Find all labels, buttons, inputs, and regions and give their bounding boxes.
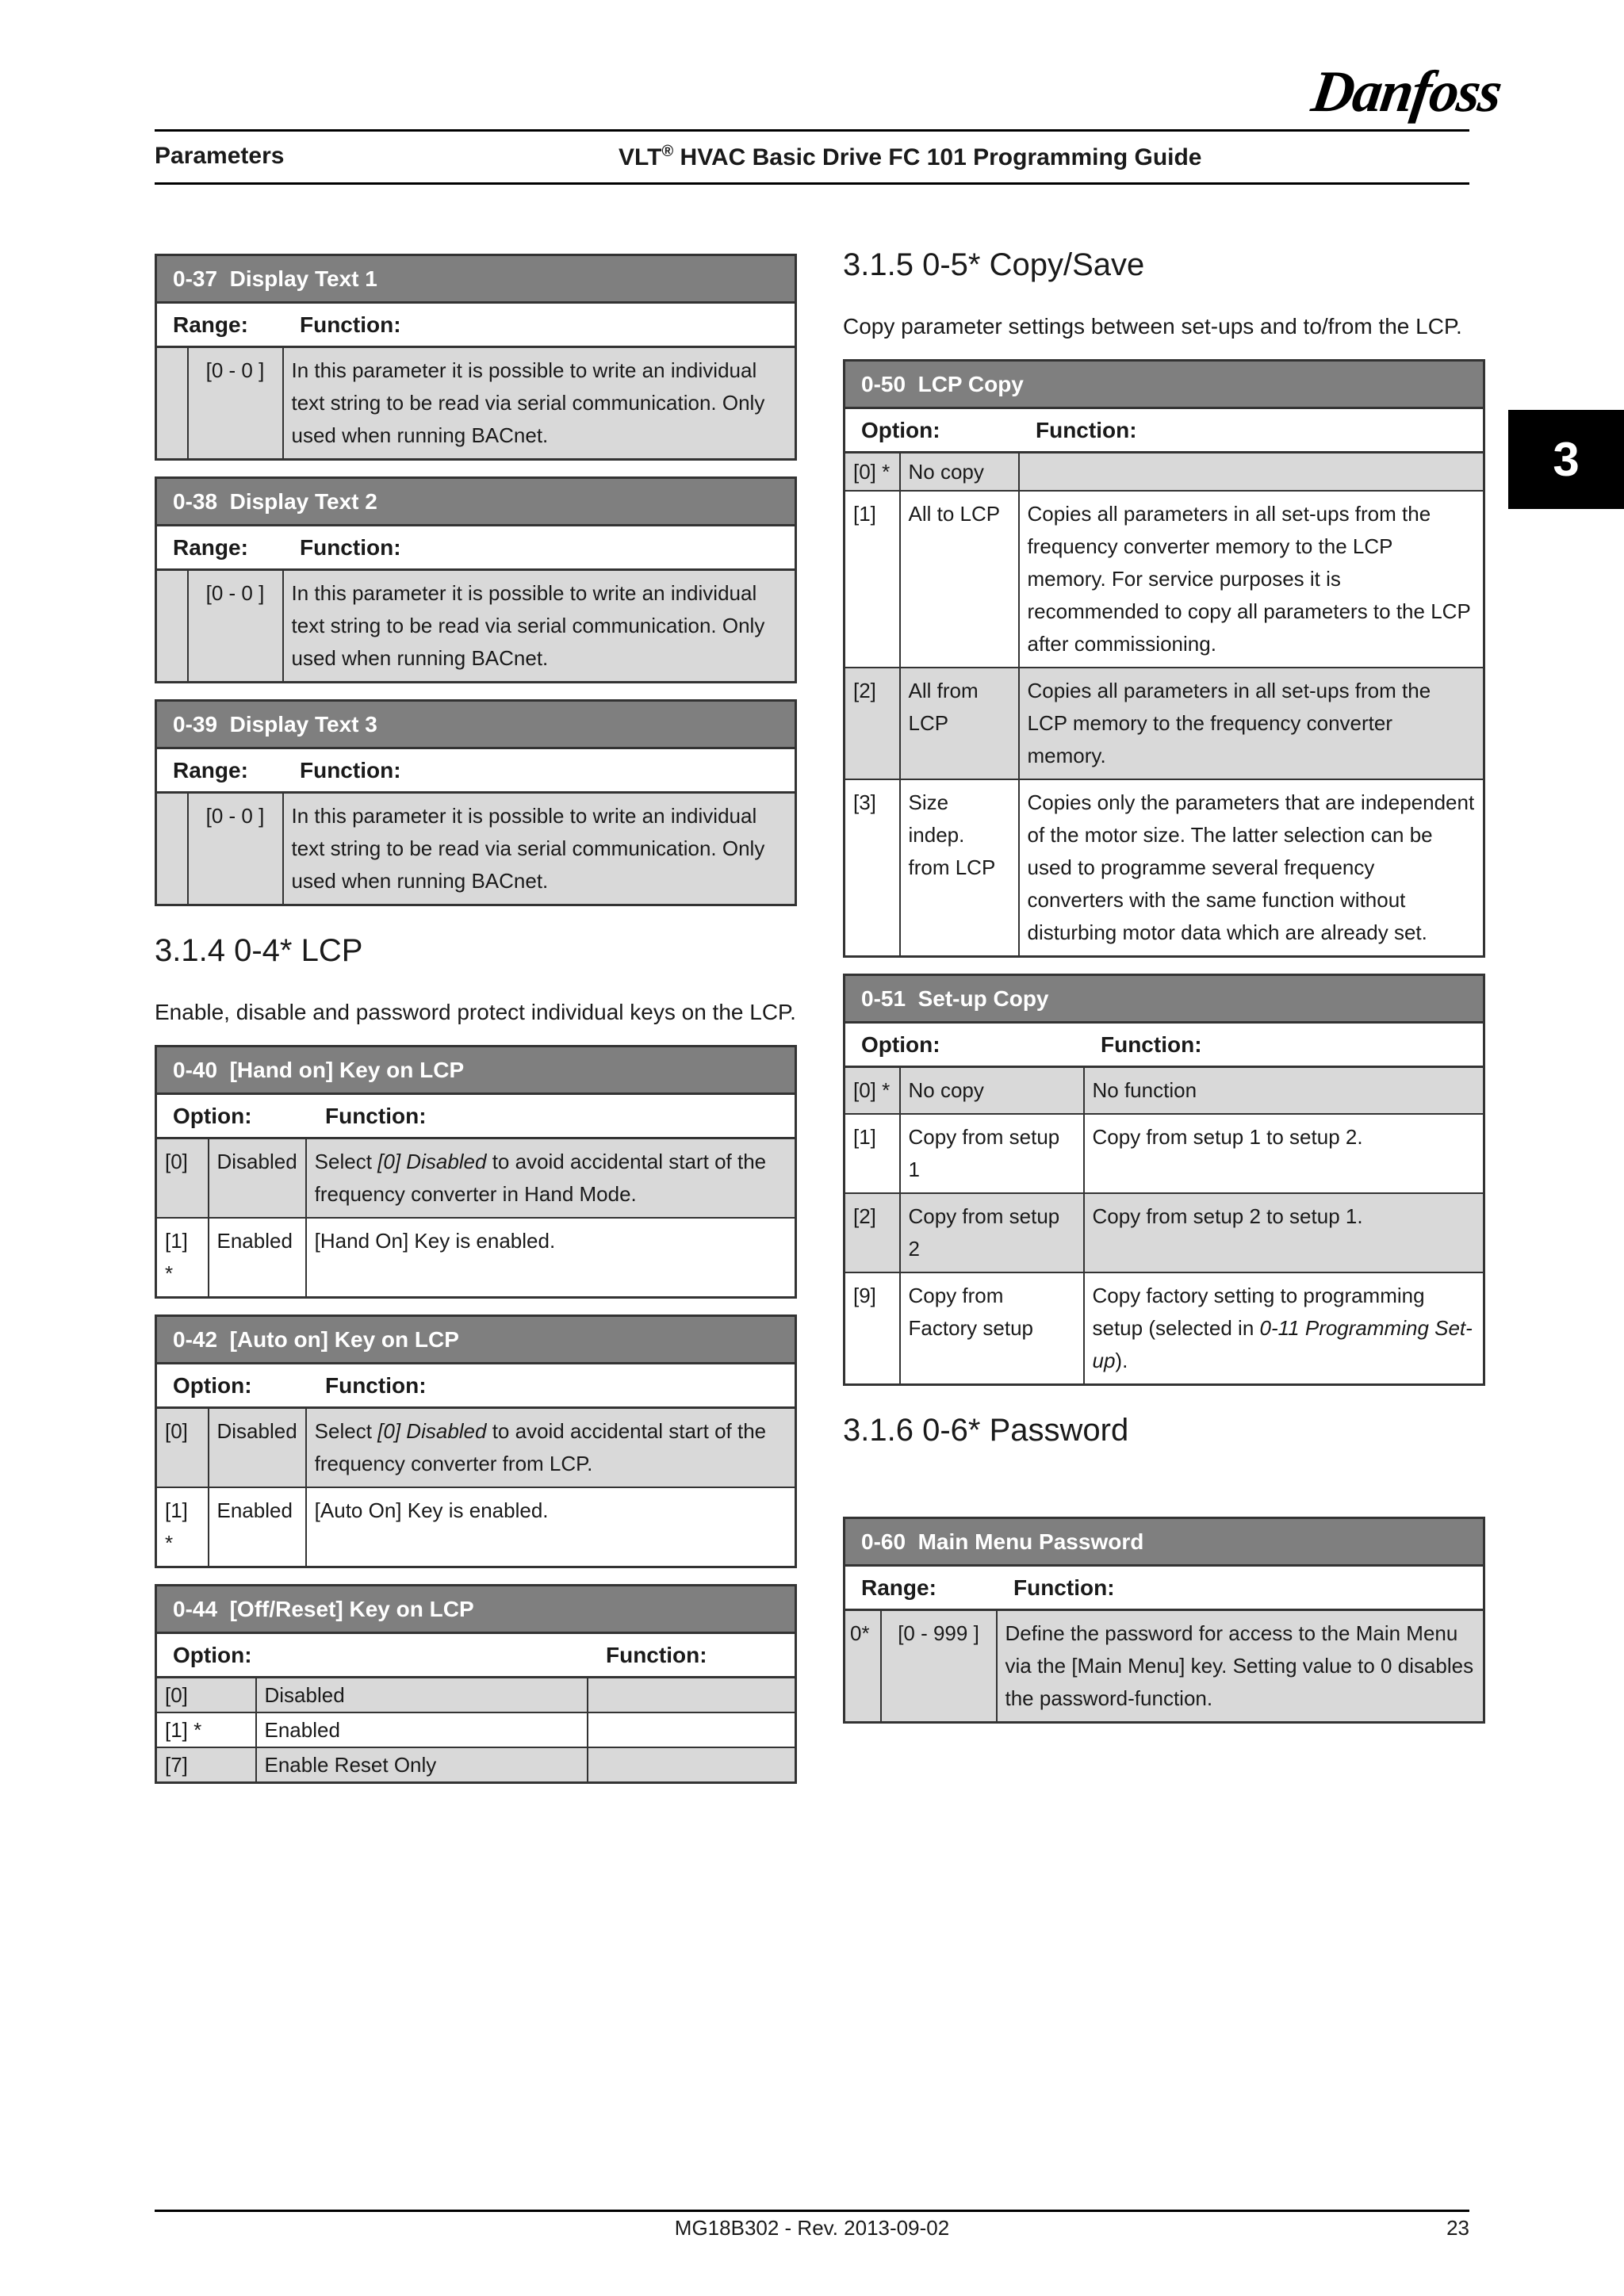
- footer-rule: [155, 2210, 1469, 2212]
- page-number: 23: [1446, 2216, 1469, 2240]
- table-title: 0-42 [Auto on] Key on LCP: [156, 1316, 796, 1364]
- function-cell: Select [0] Disabled to avoid accidental start of the frequency converter from LCP.: [306, 1408, 796, 1488]
- table-row: [0] Disabled Select [0] Disabled to avoid accidental start of the frequency converter in Hand Mode.: [156, 1138, 796, 1219]
- section-heading-3-1-6: 3.1.6 0-6* Password: [843, 1413, 1129, 1448]
- table-row: [1] * Enabled: [156, 1712, 796, 1747]
- table-row: [2] All from LCP Copies all parameters in all set-ups from the LCP memory to the frequency converter memory.: [845, 668, 1484, 779]
- table-header: Option: Function:: [156, 1364, 796, 1408]
- table-header: Option: Function:: [845, 1023, 1484, 1067]
- header-section: Parameters: [155, 143, 285, 169]
- table-row: [7] Enable Reset Only: [156, 1747, 796, 1783]
- function-cell: Define the password for access to the Main Menu via the [Main Menu] key. Setting value to 0 disables the password-function.: [997, 1610, 1484, 1723]
- range-cell: [0 - 0 ]: [188, 347, 283, 460]
- function-cell: In this parameter it is possible to write an individual text string to be read via serial communication. Only used when running BACnet.: [283, 793, 796, 905]
- table-header: Option: Function:: [845, 408, 1484, 453]
- table-row: [0] Disabled: [156, 1678, 796, 1713]
- table-title: 0-40 [Hand on] Key on LCP: [156, 1047, 796, 1094]
- blank-cell: [156, 347, 188, 460]
- section-heading-3-1-4: 3.1.4 0-4* LCP: [155, 933, 363, 968]
- table-row: [0] * No copy: [845, 453, 1484, 492]
- function-cell: In this parameter it is possible to write an individual text string to be read via serial communication. Only used when running BACnet.: [283, 570, 796, 683]
- param-table-0-60: [843, 1517, 1485, 1724]
- table-row: [1] * Enabled [Auto On] Key is enabled.: [156, 1487, 796, 1567]
- table-header: Option: Function:: [156, 1633, 796, 1678]
- param-table-0-44: [155, 1584, 797, 1784]
- chapter-tab: 3: [1508, 410, 1624, 509]
- blank-cell: [156, 570, 188, 683]
- section-heading-3-1-5: 3.1.5 0-5* Copy/Save: [843, 247, 1145, 282]
- range-cell: [0 - 0 ]: [188, 793, 283, 905]
- table-title: 0-39 Display Text 3: [156, 701, 796, 748]
- table-title: 0-44 [Off/Reset] Key on LCP: [156, 1586, 796, 1633]
- table-row: [2] Copy from setup 2 Copy from setup 2 to setup 1.: [845, 1193, 1484, 1272]
- table-title: 0-38 Display Text 2: [156, 478, 796, 526]
- header-title: VLT® HVAC Basic Drive FC 101 Programming Guide: [619, 143, 1202, 170]
- table-header: Option: Function:: [156, 1094, 796, 1138]
- table-row: [1] Copy from setup 1 Copy from setup 1 to setup 2.: [845, 1114, 1484, 1193]
- table-row: [1] * Enabled [Hand On] Key is enabled.: [156, 1218, 796, 1298]
- section-text-3-1-4: Enable, disable and password protect individual keys on the LCP.: [155, 1000, 796, 1024]
- table-header: Range: Function:: [156, 526, 796, 570]
- function-cell: In this parameter it is possible to write an individual text string to be read via serial communication. Only used when running BACnet.: [283, 347, 796, 460]
- param-table-0-40: [155, 1045, 797, 1299]
- range-cell: [0 - 0 ]: [188, 570, 283, 683]
- right-column: [843, 247, 1485, 1724]
- danfoss-logo: Danfoss: [1308, 59, 1505, 124]
- table-row: [1] All to LCP Copies all parameters in all set-ups from the frequency converter memory to the LCP memory. For service purposes it is recommended to copy all parameters to the LCP after commissioning.: [845, 491, 1484, 668]
- table-row: [0] Disabled Select [0] Disabled to avoid accidental start of the frequency converter from LCP.: [156, 1408, 796, 1488]
- table-title: 0-50 LCP Copy: [845, 361, 1484, 408]
- table-title: 0-37 Display Text 1: [156, 255, 796, 303]
- blank-cell: [156, 793, 188, 905]
- param-table-0-51: [843, 974, 1485, 1386]
- table-header: Range: Function:: [845, 1566, 1484, 1610]
- function-cell: Copy factory setting to programming setup (selected in 0-11 Programming Set-up).: [1084, 1272, 1484, 1385]
- table-row: [0] * No copy No function: [845, 1067, 1484, 1115]
- table-title: 0-51 Set-up Copy: [845, 975, 1484, 1023]
- function-cell: Select [0] Disabled to avoid accidental start of the frequency converter in Hand Mode.: [306, 1138, 796, 1219]
- param-table-0-42: [155, 1314, 797, 1568]
- section-text-3-1-5: Copy parameter settings between set-ups and to/from the LCP.: [843, 314, 1462, 339]
- header-rule-bottom: [155, 182, 1469, 185]
- table-header: Range: Function:: [156, 303, 796, 347]
- param-table-0-39: [155, 699, 797, 906]
- footer-doc-id: MG18B302 - Rev. 2013-09-02: [674, 2216, 950, 2240]
- param-table-0-38: [155, 476, 797, 683]
- header-rule-top: [155, 129, 1469, 132]
- table-row: [3] Size indep. from LCP Copies only the parameters that are independent of the motor size. The latter selection can be used to programme several frequency converters with the same function without disturbing motor data which are already set.: [845, 779, 1484, 957]
- table-row: [9] Copy from Factory setup Copy factory setting to programming setup (selected in 0-11 Programming Set-up).: [845, 1272, 1484, 1385]
- param-table-0-50: [843, 359, 1485, 958]
- table-row: 0* [0 - 999 ] Define the password for access to the Main Menu via the [Main Menu] key. Setting value to 0 disables the password-function.: [845, 1610, 1484, 1723]
- left-column: [155, 254, 797, 1784]
- table-header: Range: Function:: [156, 748, 796, 793]
- table-title: 0-60 Main Menu Password: [845, 1518, 1484, 1566]
- param-table-0-37: [155, 254, 797, 461]
